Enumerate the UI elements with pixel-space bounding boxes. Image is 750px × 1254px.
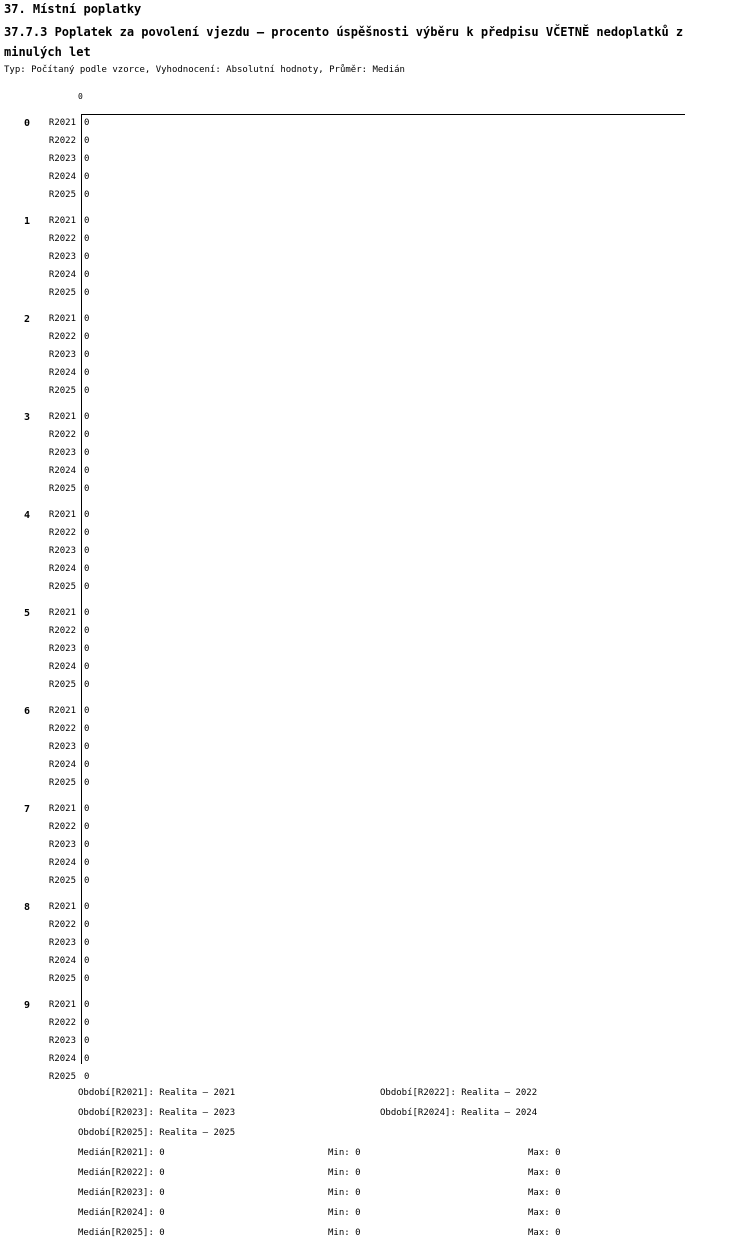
bar-value-label: 0	[84, 314, 90, 324]
chart-row	[0, 706, 750, 724]
row-label: R2022	[48, 332, 76, 342]
chart-group	[0, 902, 750, 992]
chart-area	[0, 92, 750, 1082]
chart-row	[0, 412, 750, 430]
bar-value-label: 0	[84, 724, 90, 734]
chart-note: Typ: Počítaný podle vzorce, Vyhodnocení: Absolutní hodnoty, Průměr: Medián	[4, 65, 405, 75]
chart-row	[0, 190, 750, 208]
row-label: R2024	[48, 172, 76, 182]
bar-value-label: 0	[84, 136, 90, 146]
bar-value-label: 0	[84, 956, 90, 966]
group-label: 8	[23, 902, 30, 913]
row-label: R2023	[48, 644, 76, 654]
stat-median: Medián[R2022]: 0	[78, 1168, 165, 1178]
chart-group	[0, 510, 750, 600]
bar-value-label: 0	[84, 252, 90, 262]
row-label: R2025	[48, 288, 76, 298]
row-label: R2025	[48, 582, 76, 592]
chart-row	[0, 252, 750, 270]
chart-row	[0, 216, 750, 234]
row-label: R2021	[48, 118, 76, 128]
chart-group	[0, 706, 750, 796]
chart-group	[0, 118, 750, 208]
row-label: R2023	[48, 252, 76, 262]
chart-row	[0, 840, 750, 858]
row-label: R2022	[48, 234, 76, 244]
bar-value-label: 0	[84, 546, 90, 556]
chart-row	[0, 528, 750, 546]
bar-value-label: 0	[84, 288, 90, 298]
chart-row	[0, 118, 750, 136]
group-label: 7	[23, 804, 30, 815]
chart-row	[0, 1036, 750, 1054]
row-label: R2021	[48, 706, 76, 716]
row-label: R2025	[48, 484, 76, 494]
row-label: R2025	[48, 386, 76, 396]
chart-row	[0, 956, 750, 974]
chart-row	[0, 466, 750, 484]
bar-value-label: 0	[84, 876, 90, 886]
bar-value-label: 0	[84, 760, 90, 770]
bar-value-label: 0	[84, 368, 90, 378]
bar-value-label: 0	[84, 1054, 90, 1064]
chart-row	[0, 778, 750, 796]
bar-value-label: 0	[84, 804, 90, 814]
chart-row	[0, 368, 750, 386]
legend-item: Období[R2021]: Realita – 2021	[78, 1088, 236, 1098]
row-label: R2022	[48, 626, 76, 636]
row-label: R2022	[48, 822, 76, 832]
chart-row	[0, 974, 750, 992]
chart-row	[0, 314, 750, 332]
bar-value-label: 0	[84, 1036, 90, 1046]
chart-row	[0, 608, 750, 626]
chart-row	[0, 1018, 750, 1036]
chart-row	[0, 920, 750, 938]
chart-row	[0, 742, 750, 760]
row-label: R2021	[48, 902, 76, 912]
bar-value-label: 0	[84, 332, 90, 342]
row-label: R2024	[48, 760, 76, 770]
chart-row	[0, 582, 750, 600]
chart-group	[0, 314, 750, 404]
chart-group	[0, 1000, 750, 1090]
chart-row	[0, 546, 750, 564]
bar-value-label: 0	[84, 118, 90, 128]
bar-value-label: 0	[84, 350, 90, 360]
stat-median: Medián[R2023]: 0	[78, 1188, 165, 1198]
chart-row	[0, 332, 750, 350]
bar-value-label: 0	[84, 234, 90, 244]
group-label: 5	[23, 608, 30, 619]
row-label: R2025	[48, 1072, 76, 1082]
row-label: R2021	[48, 314, 76, 324]
legend-item: Období[R2022]: Realita – 2022	[380, 1088, 538, 1098]
row-label: R2023	[48, 742, 76, 752]
stat-median: Medián[R2021]: 0	[78, 1148, 165, 1158]
row-label: R2024	[48, 662, 76, 672]
bar-value-label: 0	[84, 858, 90, 868]
chart-row	[0, 172, 750, 190]
chart-row	[0, 902, 750, 920]
bar-value-label: 0	[84, 154, 90, 164]
axis-top-line	[81, 114, 685, 115]
row-label: R2022	[48, 528, 76, 538]
bar-value-label: 0	[84, 448, 90, 458]
bar-value-label: 0	[84, 778, 90, 788]
stat-row	[0, 1188, 750, 1208]
stat-median: Medián[R2025]: 0	[78, 1228, 165, 1238]
row-label: R2022	[48, 136, 76, 146]
bar-value-label: 0	[84, 510, 90, 520]
chart-row	[0, 154, 750, 172]
stat-max: Max: 0	[528, 1188, 561, 1198]
chart-row	[0, 724, 750, 742]
row-label: R2023	[48, 1036, 76, 1046]
row-label: R2021	[48, 216, 76, 226]
chart-row	[0, 822, 750, 840]
stat-min: Min: 0	[328, 1188, 361, 1198]
chart-row	[0, 350, 750, 368]
bar-value-label: 0	[84, 386, 90, 396]
chart-row	[0, 288, 750, 306]
bar-value-label: 0	[84, 644, 90, 654]
bar-value-label: 0	[84, 528, 90, 538]
bar-value-label: 0	[84, 564, 90, 574]
row-label: R2021	[48, 412, 76, 422]
legend-item: Období[R2024]: Realita – 2024	[380, 1108, 538, 1118]
row-label: R2023	[48, 546, 76, 556]
section-title: 37. Místní poplatky	[4, 2, 142, 16]
group-label: 1	[23, 216, 30, 227]
legend-item: Období[R2023]: Realita – 2023	[78, 1108, 236, 1118]
row-label: R2022	[48, 724, 76, 734]
stat-min: Min: 0	[328, 1228, 361, 1238]
chart-row	[0, 430, 750, 448]
chart-row	[0, 1054, 750, 1072]
bar-value-label: 0	[84, 1072, 90, 1082]
group-label: 3	[23, 412, 30, 423]
chart-row	[0, 234, 750, 252]
chart-group	[0, 216, 750, 306]
bar-value-label: 0	[84, 582, 90, 592]
row-label: R2023	[48, 350, 76, 360]
legend-item: Období[R2025]: Realita – 2025	[78, 1128, 236, 1138]
row-label: R2025	[48, 190, 76, 200]
row-label: R2024	[48, 270, 76, 280]
row-label: R2025	[48, 974, 76, 984]
bar-value-label: 0	[84, 920, 90, 930]
stat-row	[0, 1148, 750, 1168]
group-label: 0	[23, 118, 30, 129]
axis-tick-zero: 0	[78, 92, 83, 101]
chart-group	[0, 412, 750, 502]
chart-row	[0, 270, 750, 288]
bar-value-label: 0	[84, 822, 90, 832]
row-label: R2025	[48, 778, 76, 788]
row-label: R2021	[48, 510, 76, 520]
chart-row	[0, 136, 750, 154]
row-label: R2024	[48, 368, 76, 378]
row-label: R2022	[48, 430, 76, 440]
stat-min: Min: 0	[328, 1168, 361, 1178]
row-label: R2023	[48, 938, 76, 948]
stat-max: Max: 0	[528, 1148, 561, 1158]
stat-median: Medián[R2024]: 0	[78, 1208, 165, 1218]
group-label: 6	[23, 706, 30, 717]
bar-value-label: 0	[84, 902, 90, 912]
row-label: R2025	[48, 680, 76, 690]
row-label: R2024	[48, 858, 76, 868]
bar-value-label: 0	[84, 742, 90, 752]
bar-value-label: 0	[84, 172, 90, 182]
stat-row	[0, 1208, 750, 1228]
bar-value-label: 0	[84, 216, 90, 226]
chart-row	[0, 644, 750, 662]
row-label: R2021	[48, 1000, 76, 1010]
row-label: R2023	[48, 840, 76, 850]
chart-row	[0, 1000, 750, 1018]
row-label: R2023	[48, 448, 76, 458]
stat-row	[0, 1228, 750, 1248]
row-label: R2021	[48, 804, 76, 814]
row-label: R2025	[48, 876, 76, 886]
stat-row	[0, 1168, 750, 1188]
chart-row	[0, 386, 750, 404]
group-label: 4	[23, 510, 30, 521]
stat-min: Min: 0	[328, 1208, 361, 1218]
bar-value-label: 0	[84, 840, 90, 850]
chart-row	[0, 804, 750, 822]
bar-value-label: 0	[84, 466, 90, 476]
group-label: 9	[23, 1000, 30, 1011]
stat-min: Min: 0	[328, 1148, 361, 1158]
stat-max: Max: 0	[528, 1208, 561, 1218]
chart-row	[0, 876, 750, 894]
bar-value-label: 0	[84, 1000, 90, 1010]
chart-group	[0, 608, 750, 698]
chart-row	[0, 760, 750, 778]
stat-max: Max: 0	[528, 1228, 561, 1238]
row-label: R2024	[48, 956, 76, 966]
chart-row	[0, 680, 750, 698]
bar-value-label: 0	[84, 190, 90, 200]
row-label: R2024	[48, 466, 76, 476]
row-label: R2023	[48, 154, 76, 164]
chart-row	[0, 858, 750, 876]
bar-value-label: 0	[84, 974, 90, 984]
bar-value-label: 0	[84, 412, 90, 422]
stat-max: Max: 0	[528, 1168, 561, 1178]
chart-group	[0, 804, 750, 894]
chart-row	[0, 484, 750, 502]
row-label: R2022	[48, 920, 76, 930]
row-label: R2024	[48, 1054, 76, 1064]
bar-value-label: 0	[84, 608, 90, 618]
bar-value-label: 0	[84, 680, 90, 690]
row-label: R2022	[48, 1018, 76, 1028]
bar-value-label: 0	[84, 1018, 90, 1028]
bar-value-label: 0	[84, 662, 90, 672]
chart-row	[0, 938, 750, 956]
bar-value-label: 0	[84, 626, 90, 636]
chart-row	[0, 662, 750, 680]
page-title: 37.7.3 Poplatek za povolení vjezdu – procento úspěšnosti výběru k předpisu VČETNĚ nedoplatků z minulých let	[4, 25, 684, 59]
bar-value-label: 0	[84, 484, 90, 494]
bar-value-label: 0	[84, 938, 90, 948]
bar-value-label: 0	[84, 430, 90, 440]
row-label: R2024	[48, 564, 76, 574]
bar-value-label: 0	[84, 270, 90, 280]
bar-value-label: 0	[84, 706, 90, 716]
chart-row	[0, 564, 750, 582]
chart-row	[0, 626, 750, 644]
chart-row	[0, 448, 750, 466]
group-label: 2	[23, 314, 30, 325]
chart-row	[0, 510, 750, 528]
row-label: R2021	[48, 608, 76, 618]
